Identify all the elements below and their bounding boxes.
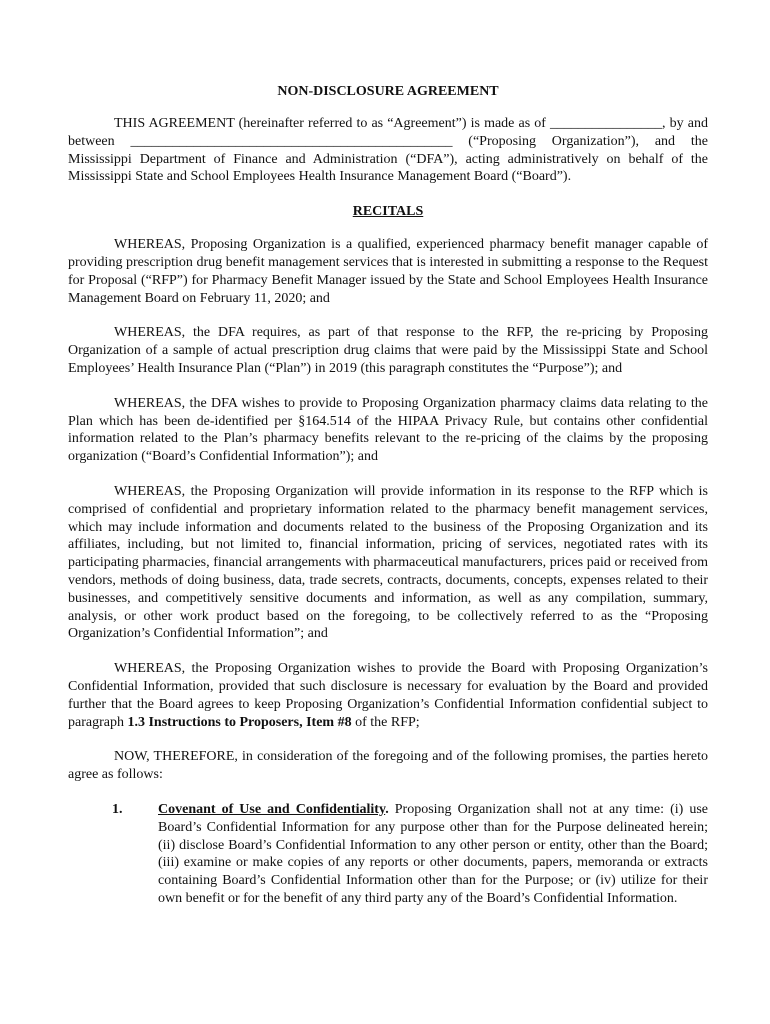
recital-paragraph-5: [68, 660, 708, 731]
item-body: [158, 801, 708, 908]
document-title: NON-DISCLOSURE AGREEMENT: [277, 84, 499, 99]
recital-5-text-before: WHEREAS, the Proposing Organization wishes to provide the Board with Proposing Organization’s Confidential Information, provided that such disclosure is necessary for evaluation by the Board and provided further that the Board agrees to keep Proposing Organization’s Confidential Information confidential subject to paragraph: [68, 661, 708, 730]
recital-5-text-after: of the RFP;: [351, 714, 420, 730]
item-number: 1.: [112, 801, 123, 817]
numbered-item-1: [112, 801, 708, 908]
therefore-paragraph: NOW, THEREFORE, in consideration of the foregoing and of the following promises, the parties hereto agree as follows:: [68, 749, 708, 783]
item-text: Proposing Organization shall not at any time: (i) use Board’s Confidential Information for any purpose other than for the Purpose delineated herein; (ii) disclose Board’s Confidential Information to any other person or entity, other than the Board; (iii) examine or make copies of any reports or other documents, papers, memoranda or extracts containing Board’s Confidential Information other than for the Purpose; or (iv) utilize for their own benefit or for the benefit of any third party any of the Board’s Confidential Information.: [158, 801, 708, 906]
recital-paragraph-2: WHEREAS, the DFA requires, as part of that response to the RFP, the re-pricing by Proposing Organization of a sample of actual prescription drug claims that were paid by the Mississippi State and School Employees’ Health Insurance Plan (“Plan”) in 2019 (this paragraph constitutes the “Purpose”); and: [68, 325, 708, 376]
intro-paragraph: THIS AGREEMENT (hereinafter referred to as “Agreement”) is made as of ________________, by and between ______________________________________________ (“Proposing Organization”), and the Mississippi Department of Finance and Administration (“DFA”), acting administratively on behalf of the Mississippi State and School Employees Health Insurance Management Board (“Board”).: [68, 116, 708, 185]
recital-paragraph-3: WHEREAS, the DFA wishes to provide to Proposing Organization pharmacy claims data relating to the Plan which has been de-identified per §164.514 of the HIPAA Privacy Rule, but contains other confidential information related to the Plan’s pharmacy benefits relevant to the re-pricing of the claims by the proposing organization (“Board’s Confidential Information”); and: [68, 395, 708, 465]
recitals-heading: RECITALS: [352, 204, 424, 220]
item-title-suffix: .: [385, 801, 389, 817]
rfp-reference: 1.3 Instructions to Proposers, Item #8: [127, 714, 352, 730]
item-title: Covenant of Use and Confidentiality: [158, 801, 386, 817]
recital-paragraph-4: WHEREAS, the Proposing Organization will provide information in its response to the RFP which is comprised of confidential and proprietary information related to the pharmacy benefit management services, which may include information and documents related to the business of the Proposing Organization and its affiliates, including, but not limited to, financial information, pricing of services, negotiated rates with its participating pharmacies, financial arrangements with pharmaceutical manufacturers, prices paid or received from vendors, methods of doing business, data, trade secrets, contracts, documents, concepts, expenses related to their businesses, and competitively sensitive documents and information, as well as any compilation, summary, analysis, or other work product based on the foregoing, to be collectively referred to as the “Proposing Organization’s Confidential Information”; and: [68, 483, 708, 642]
recital-paragraph-1: WHEREAS, Proposing Organization is a qualified, experienced pharmacy benefit manager capable of providing prescription drug benefit management services that is interested in submitting a response to the Request for Proposal (“RFP”) for Pharmacy Benefit Manager issued by the State and School Employees Health Insurance Management Board on February 11, 2020; and: [68, 237, 708, 306]
